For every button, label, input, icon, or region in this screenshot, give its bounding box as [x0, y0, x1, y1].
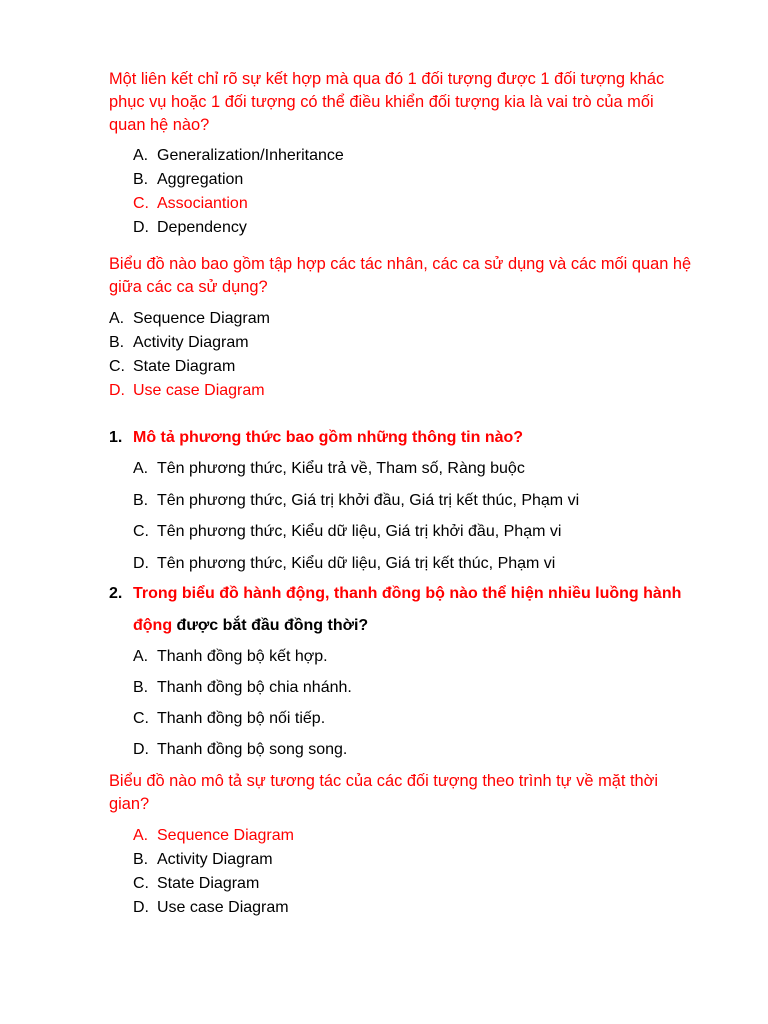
question-4-line-2: động được bắt đầu đồng thời?: [133, 617, 369, 634]
q1-option-b: B. Aggregation: [133, 171, 244, 188]
q1-option-d: D. Dependency: [133, 219, 247, 236]
question-4-line-1: Trong biểu đồ hành động, thanh đồng bộ nào thể hiện nhiều luồng hành: [133, 585, 682, 602]
q3-option-c: C. Tên phương thức, Kiểu dữ liệu, Giá trị khởi đầu, Phạm vi: [133, 523, 562, 540]
question-line: giữa các ca sử dụng?: [109, 278, 268, 296]
q2-option-c: C. State Diagram: [109, 358, 236, 375]
q1-option-c-answer: C. Associantion: [133, 195, 248, 212]
question-2-text: [109, 253, 691, 299]
q2-option-d-answer: D. Use case Diagram: [109, 382, 265, 399]
q3-option-a: A. Tên phương thức, Kiểu trả về, Tham số, Ràng buộc: [133, 460, 525, 477]
question-line: quan hệ nào?: [109, 116, 210, 134]
question-3-number: 1.: [109, 429, 123, 446]
q5-option-c: C. State Diagram: [133, 875, 260, 892]
question-4-number: 2.: [109, 585, 123, 602]
question-line: phục vụ hoặc 1 đối tượng có thể điều khiển đối tượng kia là vai trò của mối: [109, 93, 654, 111]
q4-option-a: A. Thanh đồng bộ kết hợp.: [133, 648, 328, 665]
q2-option-b: B. Activity Diagram: [109, 334, 249, 351]
question-line: Một liên kết chỉ rõ sự kết hợp mà qua đó 1 đối tượng được 1 đối tượng khác: [109, 70, 665, 88]
q1-option-a: A. Generalization/Inheritance: [133, 147, 344, 164]
q4-option-b: B. Thanh đồng bộ chia nhánh.: [133, 679, 352, 696]
question-5-text: [109, 770, 658, 816]
question-1-text: [109, 68, 664, 137]
q4-option-c: C. Thanh đồng bộ nối tiếp.: [133, 710, 326, 727]
question-3-text: Mô tả phương thức bao gồm những thông tin nào?: [133, 429, 524, 446]
question-line: Biểu đồ nào mô tả sự tương tác của các đối tượng theo trình tự về mặt thời: [109, 772, 659, 790]
question-line: gian?: [109, 795, 150, 813]
q3-option-d: D. Tên phương thức, Kiểu dữ liệu, Giá trị kết thúc, Phạm vi: [133, 555, 556, 572]
q5-option-b: B. Activity Diagram: [133, 851, 273, 868]
question-line: Biểu đồ nào bao gồm tập hợp các tác nhân, các ca sử dụng và các mối quan hệ: [109, 255, 692, 273]
q5-option-d: D. Use case Diagram: [133, 899, 289, 916]
q3-option-b: B. Tên phương thức, Giá trị khởi đầu, Giá trị kết thúc, Phạm vi: [133, 492, 580, 509]
q5-option-a-answer: A. Sequence Diagram: [133, 827, 294, 844]
q2-option-a: A. Sequence Diagram: [109, 310, 270, 327]
q4-option-d: D. Thanh đồng bộ song song.: [133, 741, 348, 758]
